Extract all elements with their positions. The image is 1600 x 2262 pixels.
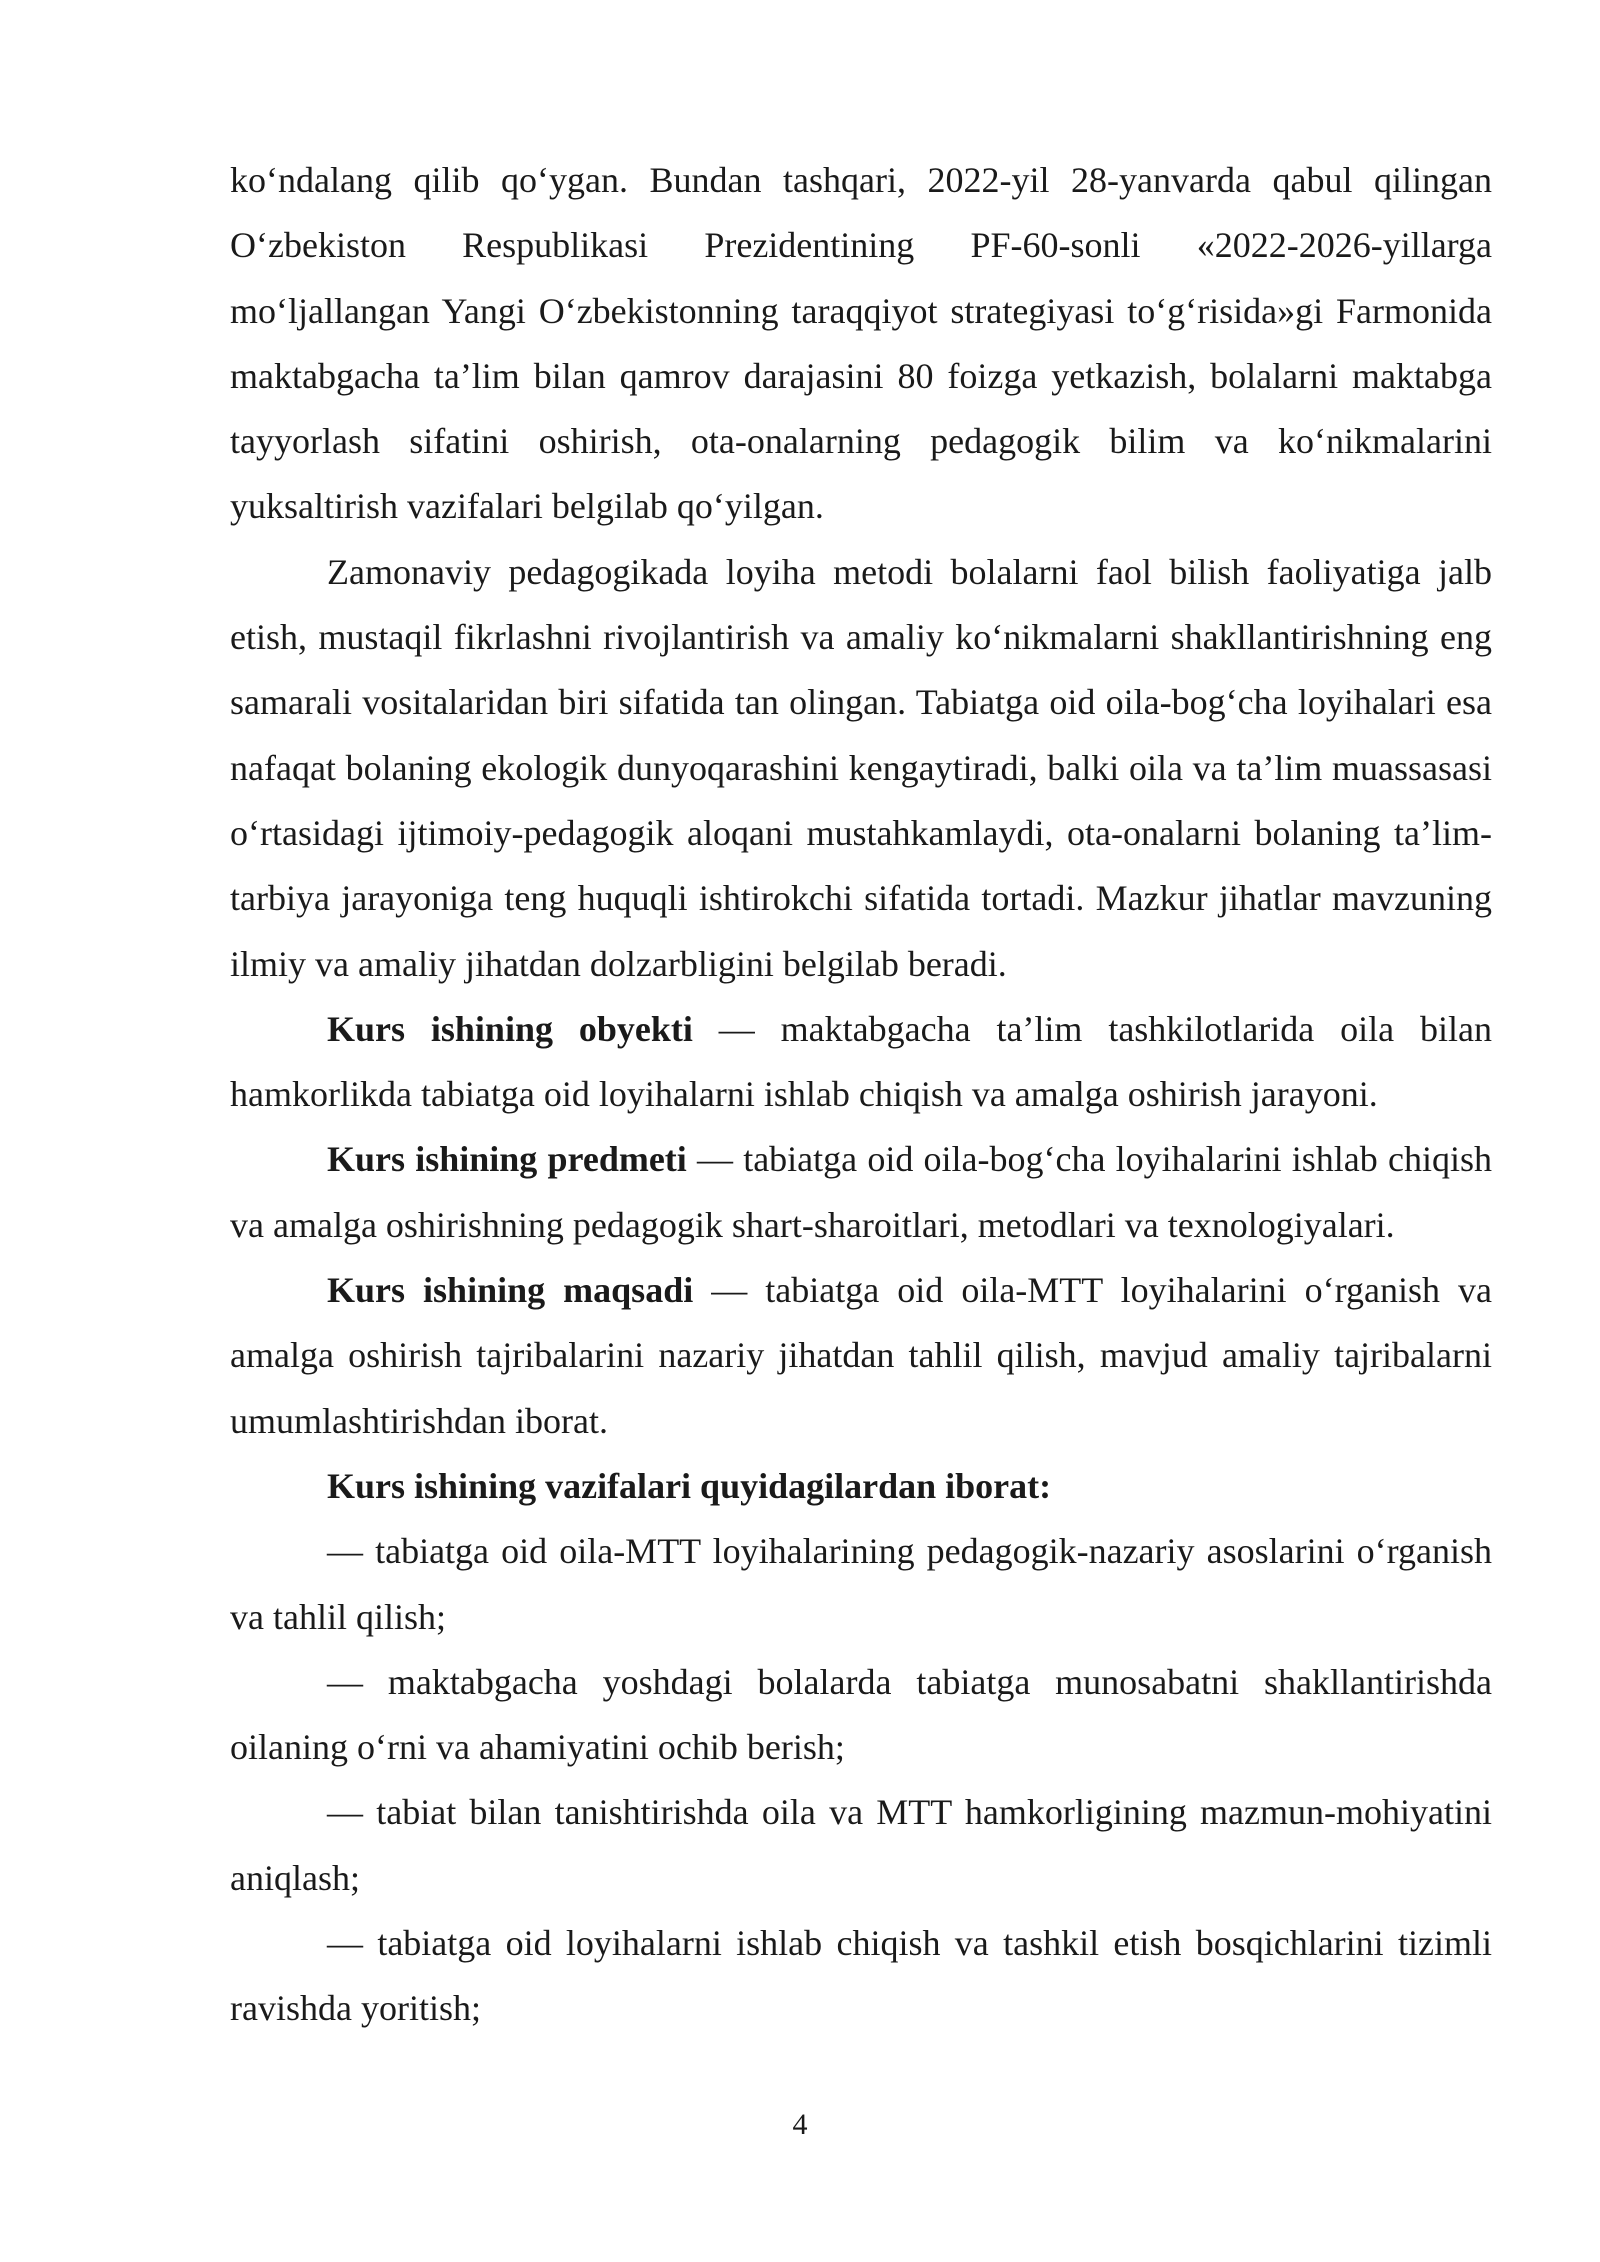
paragraph-subject — [230, 1127, 1492, 1258]
subject-text: — tabiatga oid oila-bogʻcha loyihalarini ishlab chiqish va amalga oshirishning pedagogik shart-sharoitlari, metodlari va texnologiyalari. — [230, 1139, 1492, 1245]
paragraph-tasks-heading — [230, 1454, 1492, 1519]
object-text: — maktabgacha ta’lim tashkilotlarida oila bilan hamkorlikda tabiatga oid loyihalarni ishlab chiqish va amalga oshirish jarayoni. — [230, 1008, 1493, 1115]
task-item: — maktabgacha yoshdagi bolalarda tabiatga munosabatni shakllantirishda oilaning oʻrni va ahamiyatini ochib berish; — [230, 1661, 1492, 1768]
paragraph-object — [230, 997, 1492, 1128]
task-item: — tabiatga oid oila-MTT loyihalarining pedagogik-nazariy asoslarini oʻrganish va tahlil qilish; — [230, 1531, 1492, 1637]
object-heading: Kurs ishining obyekti — [327, 1008, 693, 1049]
tasks-heading: Kurs ishining vazifalari quyidagilardan iborat: — [327, 1465, 1052, 1506]
body-text — [230, 148, 1492, 2042]
paragraph-relevance: Zamonaviy pedagogikada loyiha metodi bolalarni faol bilish faoliyatiga jalb etish, mustaqil fikrlashni rivojlantirish va amaliy koʻnikmalarni shakllantirishning eng samarali vositalaridan biri sifatida tan olingan. Tabiatga oid oila-bogʻcha loyihalari esa nafaqat bolaning ekologik dunyoqarashini kengaytiradi, balki oila va ta’lim muassasasi oʻrtasidagi ijtimoiy-pedagogik aloqani mustahkamlaydi, ota-onalarni bolaning ta’lim-tarbiya jarayoniga teng huquqli ishtirokchi sifatida tortadi. Mazkur jihatlar mavzuning ilmiy va amaliy jihatdan dolzarbligini belgilab beradi. — [230, 551, 1492, 984]
task-item: — tabiat bilan tanishtirishda oila va MTT hamkorligining mazmun-mohiyatini aniqlash; — [230, 1792, 1492, 1898]
paragraph-intro: koʻndalang qilib qoʻygan. Bundan tashqari, 2022-yil 28-yanvarda qabul qilingan Oʻzbekiston Respublikasi Prezidentining PF-60-sonli «2022-2026-yillarga moʻljallangan Yangi Oʻzbekistonning taraqqiyot strategiyasi toʻgʻrisida»gi Farmonida maktabgacha ta’lim bilan qamrov darajasini 80 foizga yetkazish, bolalarni maktabga tayyorlash sifatini oshirish, ota-onalarning pedagogik bilim va koʻnikmalarini yuksaltirish vazifalari belgilab qoʻyilgan. — [230, 160, 1492, 527]
subject-heading: Kurs ishining predmeti — [327, 1139, 687, 1180]
page-number: 4 — [792, 2108, 808, 2141]
goal-heading: Kurs ishining maqsadi — [327, 1270, 694, 1311]
paragraph-goal — [230, 1258, 1492, 1454]
goal-text: — tabiatga oid oila-MTT loyihalarini oʻrganish va amalga oshirish tajribalarini nazariy jihatdan tahlil qilish, mavjud amaliy tajribalarni umumlashtirishdan iborat. — [230, 1270, 1492, 1441]
task-item: — tabiatga oid loyihalarni ishlab chiqish va tashkil etish bosqichlarini tizimli ravishda yoritish; — [230, 1923, 1492, 2029]
